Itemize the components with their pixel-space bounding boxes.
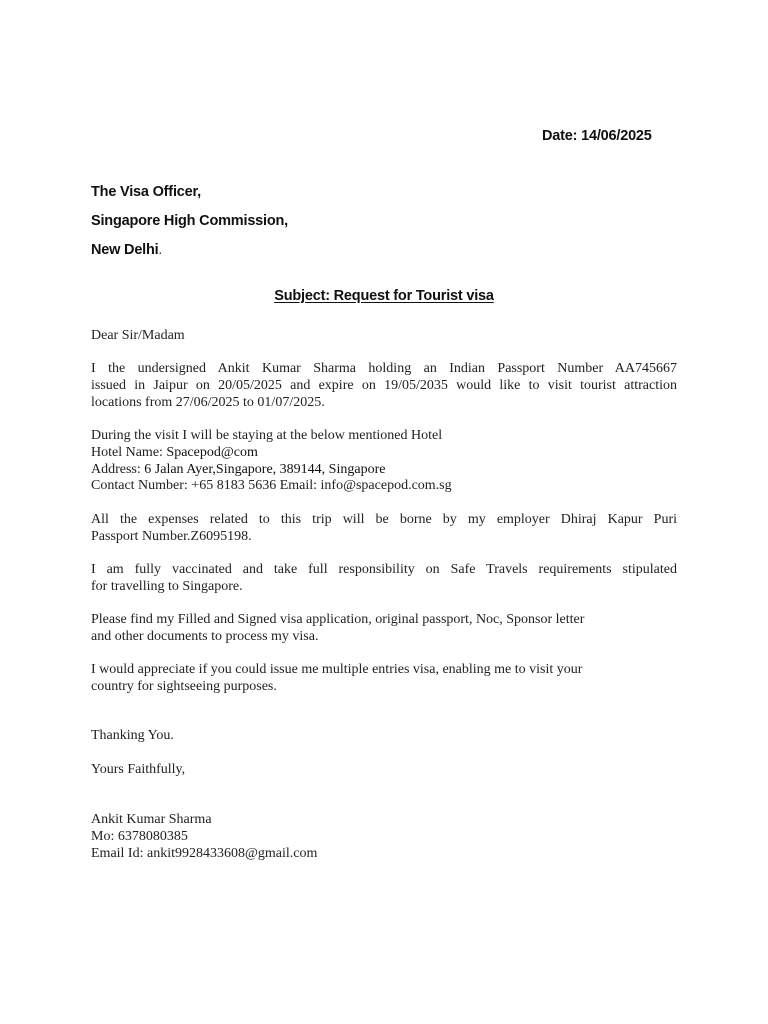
paragraph-line: I am fully vaccinated and take full responsibility on Safe Travels requirements stipulated (91, 562, 677, 577)
signature-block (91, 812, 677, 862)
paragraph-line: Please find my Filled and Signed visa application, original passport, Noc, Sponsor letter (91, 612, 585, 627)
paragraph-line: Passport Number.Z6095198. (91, 528, 252, 544)
letter-date: Date: 14/06/2025 (542, 128, 652, 144)
paragraph-line: I would appreciate if you could issue me multiple entries visa, enabling me to visit your (91, 662, 583, 677)
paragraph-line: and other documents to process my visa. (91, 628, 319, 644)
letter-subject (0, 288, 768, 304)
hotel-intro: During the visit I will be staying at the below mentioned Hotel (91, 428, 443, 443)
recipient-city (91, 242, 162, 259)
hotel-address-value: 6 Jalan Ayer,Singapore, 389144, Singapore (144, 461, 386, 477)
paragraph-line: issued in Jaipur on 20/05/2025 and expire on 19/05/2035 would like to visit tourist attraction (91, 377, 677, 393)
paragraph-line: All the expenses related to this trip will be borne by my employer Dhiraj Kapur Puri (91, 512, 677, 527)
paragraph-hotel (91, 428, 677, 495)
paragraph-line: for travelling to Singapore. (91, 578, 243, 594)
hotel-address-label: Address: (91, 461, 145, 477)
closing-line (91, 762, 677, 779)
recipient-city-period: . (158, 243, 162, 258)
paragraph-line: country for sightseeing purposes. (91, 678, 277, 694)
hotel-address (91, 462, 677, 479)
recipient-city-name: New Delhi (91, 242, 159, 258)
paragraph-line: I the undersigned Ankit Kumar Sharma holding an Indian Passport Number AA745667 (91, 361, 677, 376)
closing-text: Yours Faithfully, (91, 762, 186, 777)
hotel-contact: Contact Number: +65 8183 5636 Email: info@spacepod.com.sg (91, 478, 452, 494)
thanks-line (91, 728, 677, 745)
paragraph-documents (91, 612, 677, 646)
hotel-name-value: Spacepod@com (166, 444, 258, 460)
paragraph-expenses (91, 512, 677, 546)
subject-text: Subject: Request for Tourist visa (274, 288, 494, 304)
hotel-name-label: Hotel Name: (91, 444, 167, 460)
paragraph-line: locations from 27/06/2025 to 01/07/2025. (91, 394, 325, 410)
greeting-text: Dear Sir/Madam (91, 328, 185, 343)
paragraph-introduction (91, 361, 677, 411)
signature-email: Email Id: ankit9928433608@gmail.com (91, 845, 318, 861)
thanks-text: Thanking You. (91, 728, 174, 743)
signature-name: Ankit Kumar Sharma (91, 812, 212, 827)
recipient-organization: Singapore High Commission, (91, 213, 289, 229)
paragraph-vaccination (91, 562, 677, 596)
paragraph-request (91, 662, 677, 696)
signature-mobile: Mo: 6378080385 (91, 828, 188, 844)
recipient-title: The Visa Officer, (91, 184, 201, 200)
greeting (91, 328, 677, 345)
hotel-name (91, 445, 677, 462)
